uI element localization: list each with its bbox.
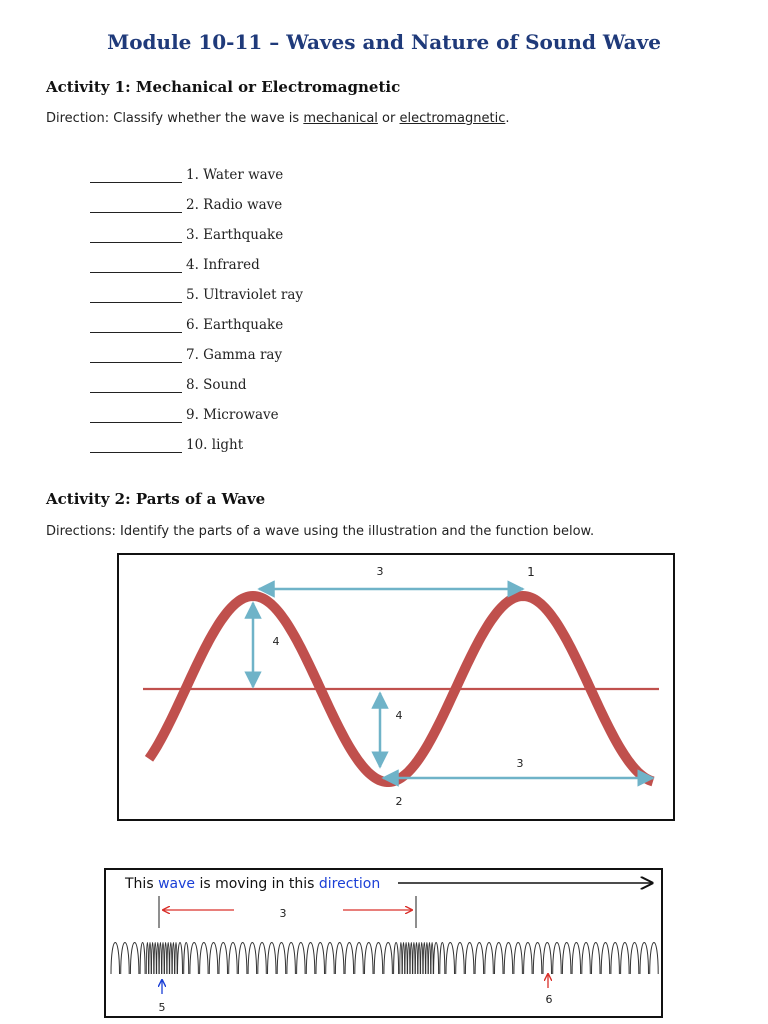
direction-mid: or bbox=[377, 111, 400, 126]
list-item bbox=[90, 220, 303, 250]
coil-loop bbox=[146, 943, 148, 975]
answer-blank[interactable] bbox=[90, 408, 182, 423]
coil-loop bbox=[238, 943, 247, 975]
coil-loop bbox=[572, 943, 581, 975]
coil-loop bbox=[611, 943, 620, 975]
coil-loop bbox=[200, 943, 209, 975]
answer-blank[interactable] bbox=[90, 198, 182, 213]
coil-loop bbox=[630, 943, 639, 975]
coil-loop bbox=[172, 943, 174, 975]
coil-loop bbox=[640, 943, 649, 975]
item-label: 1. Water wave bbox=[186, 167, 284, 183]
coil-loop bbox=[582, 943, 591, 975]
item-label: 9. Microwave bbox=[186, 407, 279, 423]
direction-prefix: Direction: Classify whether the wave is bbox=[46, 111, 304, 126]
caption-direction-word: direction bbox=[318, 876, 381, 892]
coil-loop bbox=[410, 943, 412, 975]
coil-loop bbox=[178, 943, 183, 975]
answer-blank[interactable] bbox=[90, 258, 182, 273]
list-item bbox=[90, 400, 303, 430]
coil-loop bbox=[140, 943, 145, 975]
coil-loop bbox=[175, 943, 177, 975]
coil-loop bbox=[421, 943, 423, 975]
coil-loop bbox=[277, 943, 286, 975]
coil-loop bbox=[408, 943, 410, 975]
item-label: 3. Earthquake bbox=[186, 227, 284, 243]
answer-blank[interactable] bbox=[90, 378, 182, 393]
item-label: 5. Ultraviolet ray bbox=[186, 287, 304, 303]
coil-loop bbox=[287, 943, 296, 975]
coil-loop bbox=[190, 943, 199, 975]
coil-loop bbox=[374, 943, 383, 975]
coil-loop bbox=[268, 943, 277, 975]
coil-loop bbox=[345, 943, 354, 975]
answer-blank[interactable] bbox=[90, 438, 182, 453]
coil-loop bbox=[553, 943, 562, 975]
coil-loop bbox=[258, 943, 267, 975]
coil-loop bbox=[456, 943, 465, 975]
item-label: 10. light bbox=[186, 437, 244, 453]
item-label: 6. Earthquake bbox=[186, 317, 284, 333]
item-label: 4. Infrared bbox=[186, 257, 260, 273]
longitudinal-wave-figure bbox=[104, 868, 663, 1018]
coil-loop bbox=[402, 943, 404, 975]
list-item bbox=[90, 340, 303, 370]
compression-coils bbox=[111, 943, 658, 975]
coil-loop bbox=[418, 943, 420, 975]
label-mid-amp: 4 bbox=[395, 709, 403, 722]
coil-loop bbox=[485, 943, 494, 975]
list-item bbox=[90, 430, 303, 460]
list-item bbox=[90, 280, 303, 310]
item-label: 8. Sound bbox=[186, 377, 247, 393]
coil-loop bbox=[431, 943, 433, 975]
answer-blank[interactable] bbox=[90, 168, 182, 183]
coil-loop bbox=[533, 943, 542, 975]
direction-caption bbox=[124, 876, 380, 892]
coil-loop bbox=[165, 943, 167, 975]
coil-loop bbox=[415, 943, 417, 975]
coil-loop bbox=[326, 943, 335, 975]
item-label: 7. Gamma ray bbox=[186, 347, 283, 363]
activity1-direction bbox=[46, 111, 509, 126]
term-electromagnetic: electromagnetic bbox=[399, 111, 506, 126]
list-item bbox=[90, 250, 303, 280]
coil-loop bbox=[209, 943, 218, 975]
page-title: Module 10-11 – Waves and Nature of Sound Wave bbox=[107, 30, 661, 54]
caption-part1: This bbox=[125, 876, 159, 892]
transverse-wave-figure bbox=[117, 553, 675, 821]
coil-loop bbox=[157, 943, 159, 975]
activity1-heading: Activity 1: Mechanical or Electromagnetic bbox=[46, 78, 401, 96]
coil-loop bbox=[170, 943, 172, 975]
coil-loop bbox=[355, 943, 364, 975]
coil-loop bbox=[514, 943, 523, 975]
coil-loop bbox=[248, 943, 257, 975]
coil-loop bbox=[400, 943, 402, 975]
activity2-direction: Directions: Identify the parts of a wave using the illustration and the function below. bbox=[46, 524, 595, 539]
coil-loop bbox=[384, 943, 393, 975]
coil-loop bbox=[121, 943, 130, 975]
label-rarefaction: 6 bbox=[545, 993, 553, 1006]
label-crest: 1 bbox=[527, 565, 535, 579]
coil-loop bbox=[306, 943, 315, 975]
coil-loop bbox=[440, 943, 445, 975]
caption-part3: is moving in this bbox=[195, 876, 319, 892]
coil-loop bbox=[446, 943, 455, 975]
coil-loop bbox=[475, 943, 484, 975]
coil-loop bbox=[297, 943, 306, 975]
label-span: 3 bbox=[279, 907, 287, 920]
list-item bbox=[90, 160, 303, 190]
coil-loop bbox=[159, 943, 161, 975]
coil-loop bbox=[426, 943, 428, 975]
label-trough: 2 bbox=[395, 795, 403, 808]
coil-loop bbox=[229, 943, 238, 975]
term-mechanical: mechanical bbox=[303, 111, 378, 126]
coil-loop bbox=[524, 943, 533, 975]
label-top-span: 3 bbox=[376, 565, 384, 578]
coil-loop bbox=[130, 943, 139, 975]
coil-loop bbox=[621, 943, 630, 975]
answer-blank[interactable] bbox=[90, 348, 182, 363]
coil-loop bbox=[504, 943, 513, 975]
coil-loop bbox=[495, 943, 504, 975]
answer-blank[interactable] bbox=[90, 228, 182, 243]
coil-loop bbox=[413, 943, 415, 975]
coil-loop bbox=[152, 943, 154, 975]
coil-loop bbox=[465, 943, 474, 975]
activity1-list bbox=[90, 160, 303, 460]
caption-wave-word: wave bbox=[158, 876, 195, 892]
coil-loop bbox=[428, 943, 430, 975]
coil-loop bbox=[111, 943, 120, 975]
list-item bbox=[90, 190, 303, 220]
coil-loop bbox=[405, 943, 407, 975]
coil-loop bbox=[149, 943, 151, 975]
coil-loop bbox=[601, 943, 610, 975]
coil-loop bbox=[316, 943, 325, 975]
coil-loop bbox=[434, 943, 439, 975]
list-item bbox=[90, 370, 303, 400]
coil-loop bbox=[650, 943, 659, 975]
coil-loop bbox=[562, 943, 571, 975]
coil-loop bbox=[335, 943, 344, 975]
coil-loop bbox=[423, 943, 425, 975]
coil-loop bbox=[394, 943, 399, 975]
activity2-heading: Activity 2: Parts of a Wave bbox=[46, 490, 266, 508]
label-left-amp: 4 bbox=[272, 635, 280, 648]
direction-suffix: . bbox=[505, 111, 510, 126]
longitudinal-wave-diagram bbox=[106, 870, 661, 1016]
answer-blank[interactable] bbox=[90, 288, 182, 303]
coil-loop bbox=[592, 943, 601, 975]
coil-loop bbox=[162, 943, 164, 975]
coil-loop bbox=[184, 943, 189, 975]
coil-loop bbox=[543, 943, 552, 975]
list-item bbox=[90, 310, 303, 340]
coil-loop bbox=[219, 943, 228, 975]
transverse-wave-diagram bbox=[119, 555, 673, 819]
answer-blank[interactable] bbox=[90, 318, 182, 333]
coil-loop bbox=[154, 943, 156, 975]
item-label: 2. Radio wave bbox=[186, 197, 283, 213]
label-bottom-span: 3 bbox=[516, 757, 524, 770]
coil-loop bbox=[167, 943, 169, 975]
label-compression: 5 bbox=[158, 1001, 166, 1014]
coil-loop bbox=[365, 943, 374, 975]
